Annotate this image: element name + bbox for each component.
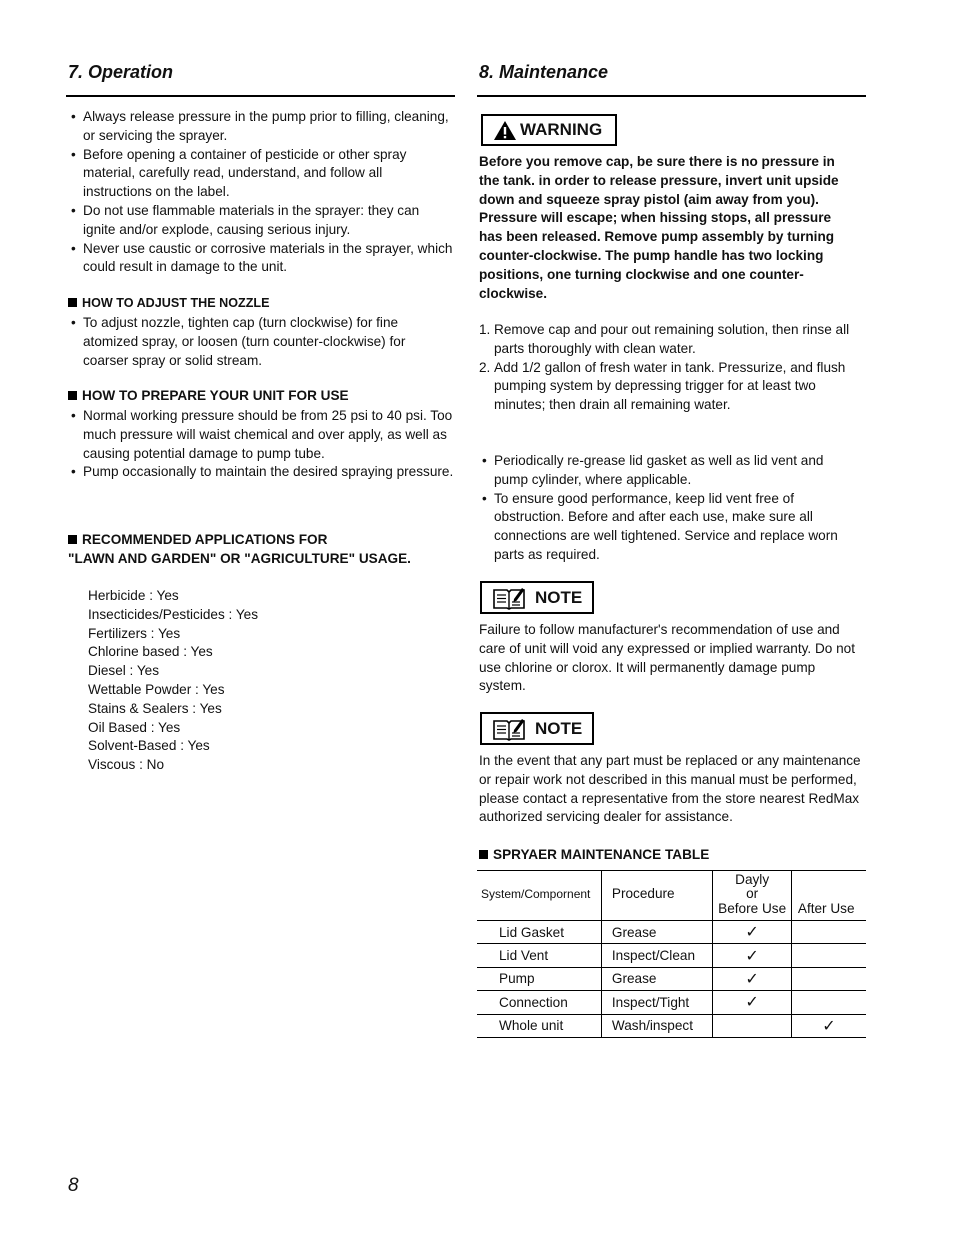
operation-title: 7. Operation [68,62,174,82]
note-box-2 [480,712,594,745]
list-item: Oil Based : Yes [88,719,181,735]
step-number: 2. [479,359,491,375]
list-item: • Never use caustic or corrosive materials in the sprayer, which could result in damage to the unit. [66,240,454,278]
cell-daily-check [713,1014,791,1037]
table-heading-text: SPRYAER MAINTENANCE TABLE [493,847,710,862]
warning-box [481,114,617,146]
list-item: • Do not use flammable materials in the sprayer: they can ignite and/or explode, causing serious injury. [66,202,454,240]
list-item: Wettable Powder : Yes [88,681,225,697]
cell-procedure: Wash/inspect [601,1014,713,1037]
nozzle-heading [66,294,270,313]
list-item: Chlorine based : Yes [88,644,213,660]
list-item: Herbicide : Yes [88,588,179,603]
list-item: • Periodically re-grease lid gasket as well as lid vent and pump cylinder, where applicable. [477,452,855,490]
note-box-1 [480,581,594,614]
list-item [478,359,866,415]
list-item: Solvent-Based : Yes [88,738,210,754]
table-row [477,944,866,967]
square-bullet-icon [68,535,77,544]
square-bullet-icon [479,850,488,859]
list-item: Fertilizers : Yes [88,625,181,641]
note-book-icon [492,586,526,610]
list-item [478,321,866,359]
nozzle-list [66,314,454,370]
table-row [477,921,866,944]
prepare-heading [66,387,349,406]
col-header-after: After Use [791,871,866,921]
list-item: • Normal working pressure should be from 25 psi to 40 psi. Too much pressure will waist chemical and over apply, as well as causing potential damage to pump tube. [66,407,454,463]
maintenance-rule [477,95,866,97]
col-header-daily-line2: or [746,886,759,901]
maintenance-steps [478,321,866,415]
list-item: • Always release pressure in the pump prior to filling, cleaning, or servicing the sprayer. [66,108,454,146]
col-header-daily-line3: Before Use [718,900,787,916]
table-row [477,991,866,1014]
cell-after-check [791,944,866,967]
cell-after-check: ✓ [791,1014,866,1037]
table-row [477,1014,866,1037]
col-header-system: System/Compornent [481,886,591,901]
warning-label: WARNING [520,120,603,139]
col-header-procedure: Procedure [601,871,713,921]
cell-procedure: Grease [601,967,713,990]
cell-system: Pump [499,971,535,987]
cell-after-check [791,921,866,944]
list-item: • Before opening a container of pesticide or other spray material, carefully read, understand, and follow all instructions on the label. [66,146,454,202]
applications-heading [66,531,411,569]
maintenance-title: 8. Maintenance [479,62,609,82]
list-item: • To adjust nozzle, tighten cap (turn clockwise) for fine atomized spray, or loosen (turn counter-clockwise) for coarser spray or solid stream. [66,314,454,370]
cell-procedure: Inspect/Tight [601,991,713,1014]
prepare-heading-text: HOW TO PREPARE YOUR UNIT FOR USE [82,388,349,403]
cell-daily-check: ✓ [713,921,791,944]
square-bullet-icon [68,298,77,307]
cell-system: Lid Vent [499,948,549,964]
col-header-daily-line1: Dayly [735,871,770,887]
operation-intro-list [66,108,454,277]
maintenance-bullets [477,452,855,565]
cell-after-check [791,991,866,1014]
list-item: • Pump occasionally to maintain the desired spraying pressure. [66,463,454,482]
warning-triangle-icon [493,120,517,141]
maintenance-table [477,870,866,1038]
note-1-text: Failure to follow manufacturer's recommendation of use and care of unit will void any expressed or implied warranty. Do not use chlorine or clorox. It will permanently damage pump system. [479,622,856,694]
page-number: 8 [68,1175,79,1196]
list-item: Stains & Sealers : Yes [88,700,222,716]
list-item: Viscous : No [88,757,165,773]
nozzle-heading-text: HOW TO ADJUST THE NOZZLE [82,296,270,310]
list-item: • To ensure good performance, keep lid vent free of obstruction. Before and after each use, make sure all connections are well tightened. Service and replace worn parts as required. [477,490,855,565]
cell-system: Whole unit [499,1018,564,1034]
applications-heading-line2: "LAWN AND GARDEN" OR "AGRICULTURE" USAGE. [68,550,411,566]
list-item: Insecticides/Pesticides : Yes [88,606,259,622]
cell-system: Lid Gasket [499,924,564,940]
step-text: Add 1/2 gallon of fresh water in tank. Pressurize, and flush pumping system by depressing trigger for at least two minutes; then drain all remaining water. [494,359,846,413]
cell-procedure: Grease [601,921,713,944]
note-book-icon [492,717,526,741]
operation-rule [66,95,455,97]
warning-text: Before you remove cap, be sure there is no pressure in the tank. in order to release pressure, invert unit upside down and squeeze spray pistol (aim away from you). Pressure will escape; when hissing stops, all pressure has been released. Remove pump assembly by turning counter-clockwise. The pump handle has two locking positions, one turning clockwise and one counter-clockwise. [479,154,839,301]
cell-daily-check: ✓ [713,967,791,990]
applications-list [88,587,258,775]
cell-daily-check: ✓ [713,991,791,1014]
list-item: Diesel : Yes [88,663,160,679]
note-label: NOTE [535,587,583,607]
prepare-list [66,407,454,482]
note-label: NOTE [535,718,583,738]
note-2-text: In the event that any part must be replaced or any maintenance or repair work not described in this manual must be performed, please contact a representative from the store nearest RedMax authorized servicing dealer for assistance. [479,753,861,825]
table-row [477,967,866,990]
table-heading [477,846,709,865]
step-number: 1. [479,322,491,337]
cell-daily-check: ✓ [713,944,791,967]
step-text: Remove cap and pour out remaining solution, then rinse all parts thoroughly with clean water. [494,322,850,356]
cell-system: Connection [499,994,568,1010]
square-bullet-icon [68,391,77,400]
col-header-daily [713,871,791,921]
cell-procedure: Inspect/Clean [601,944,713,967]
table-header-row [477,871,866,921]
cell-after-check [791,967,866,990]
applications-heading-line1: RECOMMENDED APPLICATIONS FOR [82,532,328,547]
